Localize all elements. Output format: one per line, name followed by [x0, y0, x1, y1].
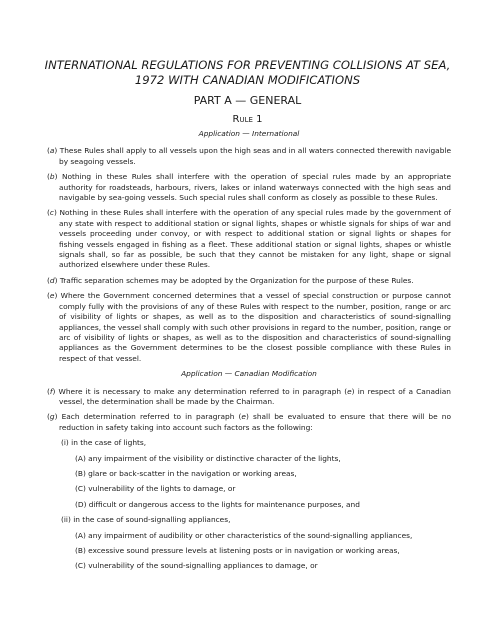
list-item: (D) difficult or dangerous access to the lights for maintenance purposes, and	[75, 499, 360, 509]
paragraph-e: (e) Where the Government concerned determines that a vessel of special construction or purpose cannot comply fully with the provisions of any of these Rules with respect to the number, position, range or arc of visibility of lights or shapes, as well as to the disposition and characteristics of sound-signalling appliances, the vessel shall comply with such other provisions in regard to the number, position, range or arc of visibility of lights or shapes, as well as to the disposition and characteristics of sound-signalling appliances as the Government determines to be the closest possible compliance with these Rules in respect of that vessel.	[47, 291, 451, 363]
list-item-lights: (i) in the case of lights,	[61, 438, 147, 448]
list-item: (B) excessive sound pressure levels at listening posts or in navigation or working areas,	[75, 546, 400, 555]
paragraph-text: ) shall be evaluated to ensure that there will be no reduction in safety taking into account such factors as the following:	[59, 412, 451, 432]
rule-heading: Rule 1	[232, 114, 263, 125]
paragraph-f: (f) Where it is necessary to make any determination referred to in paragraph (e) in respect of a Canadian vessel, the determination shall be made by the Chairman.	[47, 386, 451, 406]
paragraph-label: g	[49, 412, 55, 422]
paragraph-b: (b) Nothing in these Rules shall interfere with the operation of special rules made by an appropriate authority for roadsteads, harbours, rivers, lakes or inland waterways connected with the high seas and navigable by sea-going vessels. Such special rules shall conform as closely as possible to these Rules.	[47, 172, 451, 203]
paragraph-d: (d) Traffic separation schemes may be adopted by the Organization for the purpose of these Rules.	[47, 275, 414, 285]
paragraph-text: Where it is necessary to make any determination referred to in paragraph (	[55, 386, 348, 396]
section-heading-international: Application — International	[198, 129, 300, 138]
paragraph-label: b	[49, 172, 55, 182]
paragraph-text: Nothing in these Rules shall interfere with the operation of special rules made by an appropriate authority for roadsteads, harbours, rivers, lakes or inland waterways connected with the high seas and navigable by sea-going vessels. Such special rules shall conform as closely as possible to these Rules.	[57, 172, 451, 203]
paragraph-text: Each determination referred to in paragraph (	[57, 412, 242, 422]
paragraph-text: Nothing in these Rules shall interfere with the operation of any special rules made by the government of any state with respect to additional station or signal lights, shapes or whistle signals for ships of war and vessels proceeding under convoy, or with respect to additional station or signal lights or shapes for fishing vessels engaged in fishing as a fleet. These additional station or signal lights, shapes or whistle signals shall, so far as possible, be such that they cannot be mistaken for any light, shape or signal authorized elsewhere under these Rules.	[56, 208, 451, 270]
paragraph-ref: e	[347, 386, 352, 396]
paragraph-a: (a) These Rules shall apply to all vessels upon the high seas and in all waters connected therewith navigable by seagoing vessels.	[47, 146, 451, 166]
section-heading-canadian: Application — Canadian Modification	[181, 369, 317, 379]
paragraph-label: a	[49, 146, 55, 156]
document-body	[47, 129, 451, 577]
paragraph-label: d	[49, 275, 55, 285]
paragraph-c: (c) Nothing in these Rules shall interfere with the operation of any special rules made by the government of any state with respect to additional station or signal lights, shapes or whistle signals for ships of war and vessels proceeding under convoy, or with respect to additional station or signal lights or shapes for fishing vessels engaged in fishing as a fleet. These additional station or signal lights, shapes or whistle signals shall, so far as possible, be such that they cannot be mistaken for any light, shape or signal authorized elsewhere under these Rules.	[47, 208, 451, 270]
list-item: (A) any impairment of audibility or other characteristics of the sound-signalling appliances,	[75, 530, 413, 540]
part-heading: PART A — GENERAL	[193, 94, 302, 107]
document-title: INTERNATIONAL REGULATIONS FOR PREVENTING COLLISIONS AT SEA, 1972 WITH CANADIAN MODIFICATIONS	[44, 58, 451, 87]
paragraph-g: (g) Each determination referred to in paragraph (e) shall be evaluated to ensure that there will be no reduction in safety taking into account such factors as the following:	[47, 412, 451, 432]
paragraph-text: Where the Government concerned determines that a vessel of special construction or purpose cannot comply fully with the provisions of any of these Rules with respect to the number, position, range or arc of visibility of lights or shapes, as well as to the disposition and characteristics of sound-signalling appliances, the vessel shall comply with such other provisions in regard to the number, position, range or arc of visibility of lights or shapes, as well as to the disposition and characteristics of sound-signalling appliances as the Government determines to be the closest possible compliance with these Rules in respect of that vessel.	[57, 291, 451, 363]
list-item-sound-signalling: (ii) in the case of sound-signalling appliances,	[61, 515, 231, 525]
list-item: (C) vulnerability of the sound-signalling appliances to damage, or	[75, 561, 318, 571]
paragraph-label: c	[49, 208, 54, 218]
list-item: (B) glare or back-scatter in the navigation or working areas,	[75, 468, 297, 478]
paragraph-ref: e	[241, 412, 246, 422]
paragraph-text: Traffic separation schemes may be adopted by the Organization for the purpose of these Rules.	[57, 275, 414, 285]
paragraph-text: ) in respect of a Canadian vessel, the determination shall be made by the Chairman.	[59, 386, 451, 406]
list-item: (C) vulnerability of the lights to damage, or	[75, 484, 236, 494]
paragraph-text: These Rules shall apply to all vessels upon the high seas and in all waters connected therewith navigable by seagoing vessels.	[57, 146, 451, 166]
paragraph-label: e	[49, 291, 55, 301]
paragraph-label: f	[49, 386, 53, 396]
list-item: (A) any impairment of the visibility or distinctive character of the lights,	[75, 453, 341, 463]
